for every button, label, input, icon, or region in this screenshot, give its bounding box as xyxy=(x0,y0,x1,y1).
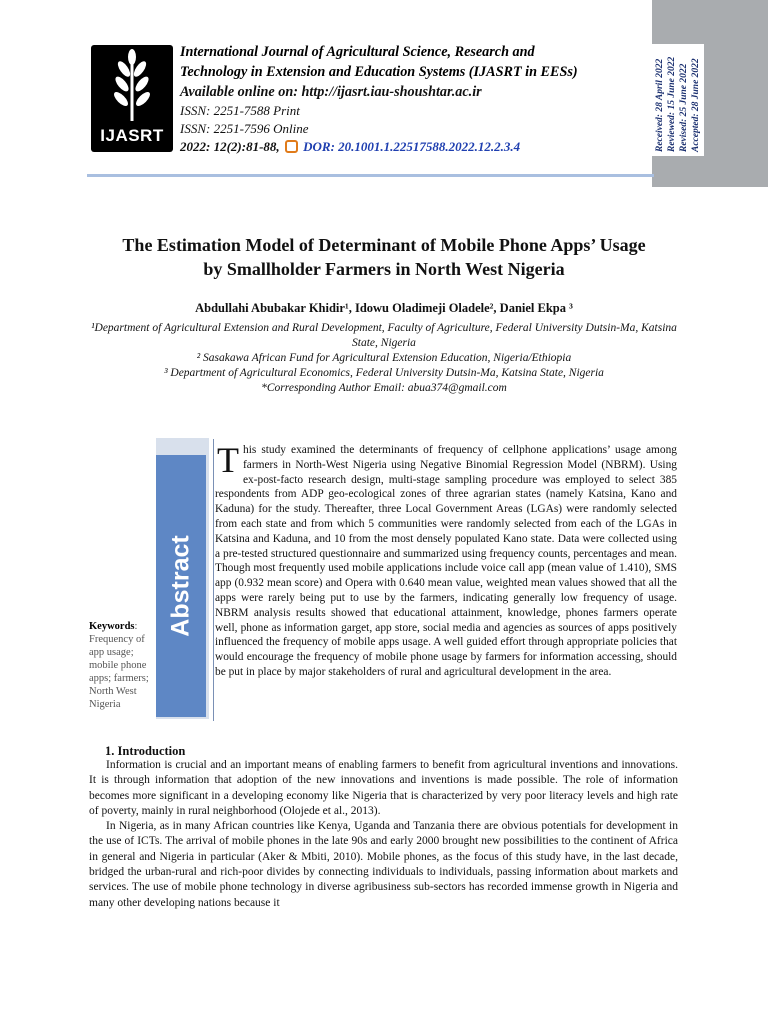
abstract-divider xyxy=(213,439,214,721)
paper-title xyxy=(80,233,688,281)
introduction-body xyxy=(89,758,678,911)
paper-title-line2: by Smallholder Farmers in North West Nigeria xyxy=(203,259,565,279)
logo-text: IJASRT xyxy=(100,126,164,145)
submission-dates xyxy=(652,44,704,156)
author-list: Abdullahi Abubakar Khidir¹, Idowu Oladimeji Oladele², Daniel Ekpa ³ xyxy=(195,301,573,315)
affiliation-3: ³ Department of Agricultural Economics, Federal University Dutsin-Ma, Katsina State, Nigeria xyxy=(164,367,604,379)
journal-name-line2: Technology in Extension and Education Systems (IJASRT in EESs) xyxy=(180,64,578,80)
affiliation-1: ¹Department of Agricultural Extension and Rural Development, Faculty of Agriculture, Federal University Dutsin-Ma, Katsina State, Nigeria xyxy=(91,322,677,349)
keywords-text: Frequency of app usage; mobile phone apps; farmers; North West Nigeria xyxy=(89,634,149,710)
wheat-icon xyxy=(91,45,173,125)
affiliations xyxy=(84,321,684,396)
abstract-label-box xyxy=(156,455,206,717)
introduction-paragraph-2: In Nigeria, as in many African countries like Kenya, Uganda and Tanzania there are obvious potentials for development in the use of ICTs. The arrival of mobile phones in the late 90s and early 2000 brought new possibilities to the continent of Africa in general and Nigeria in particular (Aker & Mbiti, 2010). Mobile phones, as the focus of this study have, in the last decade, bridged the urban-rural and rich-poor divides by connecting individuals to individuals, passing information about markets and services. The use of mobile phone technology in diverse agribusiness sub-sectors has recorded immense growth in Nigeria and many other developing nations because it xyxy=(89,820,678,909)
journal-header xyxy=(180,42,630,156)
paper-title-line1: The Estimation Model of Determinant of Mobile Phone Apps’ Usage xyxy=(122,235,646,255)
abstract-text: his study examined the determinants of frequency of cellphone applications’ usage among farmers in North-West Nigeria using Negative Binomial Regression Model (NBRM). Using ex-post-facto research design, multi-stage sampling procedure was employed to select 385 respondents from ADP geo-ecological zones of three agrarian states (namely Katsina, Kano and Kaduna) for the study. Thereafter, three Local Government Areas (LGAs) were randomly selected from each state and from which 5 communities were randomly selected from each of the LGAs in Katsina and Kaduna, and 10 from the most densely populated Kano state. Data were collected using a pre-tested structured questionnaire and summarized using frequency counts, percentages and mean. Though most frequently used mobile applications include voice call app (mean value of 1.410), SMS app (0.932 mean score) and Opera with 0.640 mean value, weighted mean values showed that all the apps were rarely being put to use by the farmers, indicating generally low frequency of usage. NBRM analysis results showed that educational attainment, knowledge, phones farmers operate well, phone as information garget, app store, social media and agencies as sources of apps positively influenced the frequency of mobile apps usage. A well guided effort through appropriate policies that would encourage the frequency of mobile phone usage by farmers for information accessing, should be put in place by major stakeholders of rural and agricultural development in the area. xyxy=(215,444,677,678)
abstract-body xyxy=(215,440,677,680)
submission-dates-box xyxy=(652,44,704,156)
reviewed-date: Reviewed: 15 June 2022 xyxy=(667,56,677,152)
journal-logo xyxy=(91,45,173,152)
received-date: Received: 28 April 2022 xyxy=(655,58,665,152)
accepted-date: Accepted: 28 June 2022 xyxy=(691,58,701,152)
introduction-paragraph-1: Information is crucial and an important means of enabling farmers to benefit from agricultural inventions and innovations. It is through information that adoption of the new innovations and inventions is made possible. The role of information becomes more significant in a developing economy like Nigeria that is characterized by very poor literacy levels and high rate of poverty, mainly in rural neighborhood (Olojede et al., 2013). xyxy=(89,759,678,817)
available-online[interactable]: Available online on: http://ijasrt.iau-shoushtar.ac.ir xyxy=(180,84,482,100)
keywords-label: Keywords xyxy=(89,621,135,632)
issn-print: ISSN: 2251-7588 Print xyxy=(180,103,300,118)
revised-date: Revised: 25 June 2022 xyxy=(679,63,689,152)
affiliation-2: ² Sasakawa African Fund for Agricultural Extension Education, Nigeria/Ethiopia xyxy=(196,352,572,364)
abstract-label: Abstract xyxy=(166,535,195,637)
doi-link[interactable]: DOR: 20.1001.1.22517588.2022.12.2.3.4 xyxy=(303,139,521,154)
header-rule xyxy=(87,174,654,177)
keywords-block: Keywords: Frequency of app usage; mobile phone apps; farmers; North West Nigeria xyxy=(89,621,149,710)
issn-online: ISSN: 2251-7596 Online xyxy=(180,121,309,136)
volume-pages: 2022: 12(2):81-88, xyxy=(180,139,280,154)
introduction-heading: 1. Introduction xyxy=(105,744,186,758)
doi-icon xyxy=(285,140,298,153)
journal-name-line1: International Journal of Agricultural Science, Research and xyxy=(180,44,535,60)
abstract-dropcap: T xyxy=(217,440,239,480)
corresponding-author: *Corresponding Author Email: abua374@gmail.com xyxy=(261,382,507,394)
volume-info xyxy=(180,138,630,156)
